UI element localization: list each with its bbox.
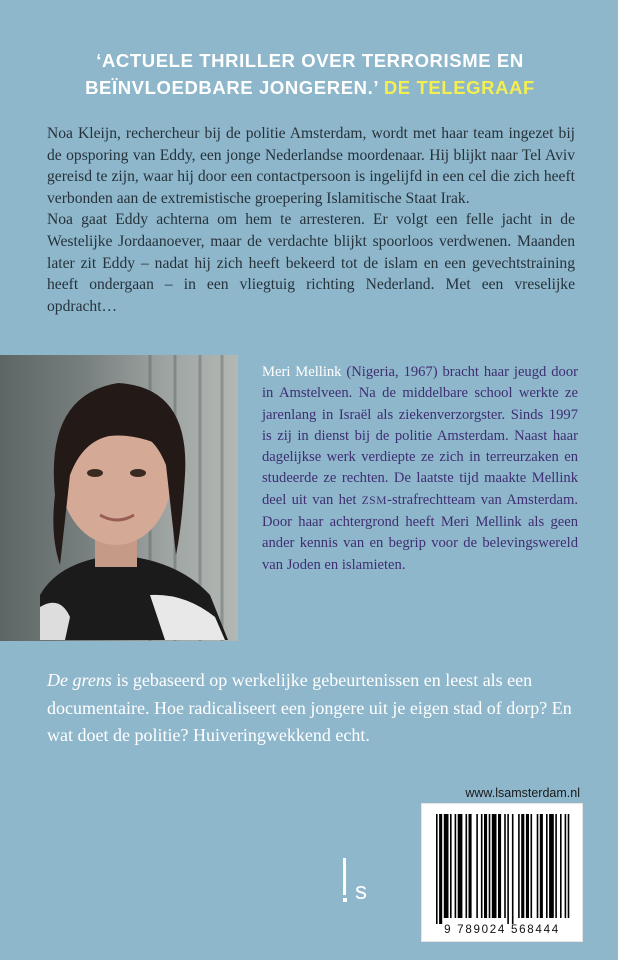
barcode-bars-icon — [422, 804, 582, 929]
book-title: De grens — [47, 670, 112, 690]
quote-line-2-text: BEÏNVLOEDBARE JONGEREN.’ — [85, 77, 379, 98]
barcode — [421, 803, 583, 942]
quote-line-2 — [40, 74, 580, 101]
logo-dot-icon — [343, 898, 347, 902]
author-bio-text-1: (Nigeria, 1967) bracht haar jeugd door in Amstelveen. Na de middelbare school werkte ze jarenlang in Israël als ziekenverzorgster. Sinds 1997 is zij in dienst bij de politie Amsterdam. Naast haar dagelijkse werk verdiepte ze zich in terreurzaken en studeerde ze rechten. De laatste tijd maakte Mellink deel uit van het — [262, 364, 578, 508]
logo-letter: s — [355, 878, 367, 905]
blurb-text: is gebaseerd op werkelijke gebeurtenissen en leest als een documentaire. Hoe radicaliseert een jongere uit je eigen stad of dorp? En wat doet de politie? Huiveringwekkend echt. — [47, 670, 572, 745]
cover-quote — [40, 47, 580, 101]
quote-line-1: ‘ACTUELE THRILLER OVER TERRORISME EN — [96, 50, 524, 71]
author-bio — [262, 362, 578, 576]
synopsis — [47, 123, 575, 317]
synopsis-paragraph-2: Noa gaat Eddy achterna om hem te arresteren. Er volgt een felle jacht in de Westelijke Jordaanoever, maar de verdachte blijkt spoorloos verdwenen. Maanden later zit Eddy – nadat hij zich heeft bekeerd tot de islam en een gevechtstraining heeft ondergaan – in een vliegtuig richting Nederland. Met een vreselijke opdracht… — [47, 211, 575, 315]
quote-source: DE TELEGRAAF — [383, 77, 535, 98]
synopsis-paragraph-1: Noa Kleijn, rechercheur bij de politie Amsterdam, wordt met haar team ingezet bij de opsporing van Eddy, een jonge Nederlandse moordenaar. Hij blijkt naar Tel Aviv gereisd te zijn, waar hij door een contactpersoon is ingelijfd in een cel die zich heeft verbonden aan de extremistische groepering Islamitische Staat Irak. — [47, 125, 575, 207]
author-bio-abbr: ZSM — [361, 494, 388, 507]
publisher-url[interactable]: www.lsamsterdam.nl — [465, 786, 580, 800]
closing-blurb — [47, 667, 577, 750]
isbn-number: 9 789024 568444 — [444, 923, 560, 936]
author-photo — [0, 355, 238, 641]
author-bio-text-2: -strafrechtteam van Amsterdam. Door haar achtergrond heeft Meri Mellink als geen ander kennis van en begrip voor de belevingswereld van Joden en islamieten. — [262, 491, 578, 573]
author-name: Meri Mellink — [262, 364, 342, 380]
logo-bar-icon — [343, 858, 346, 895]
author-portrait-image — [0, 355, 238, 641]
publisher-logo — [343, 858, 403, 908]
